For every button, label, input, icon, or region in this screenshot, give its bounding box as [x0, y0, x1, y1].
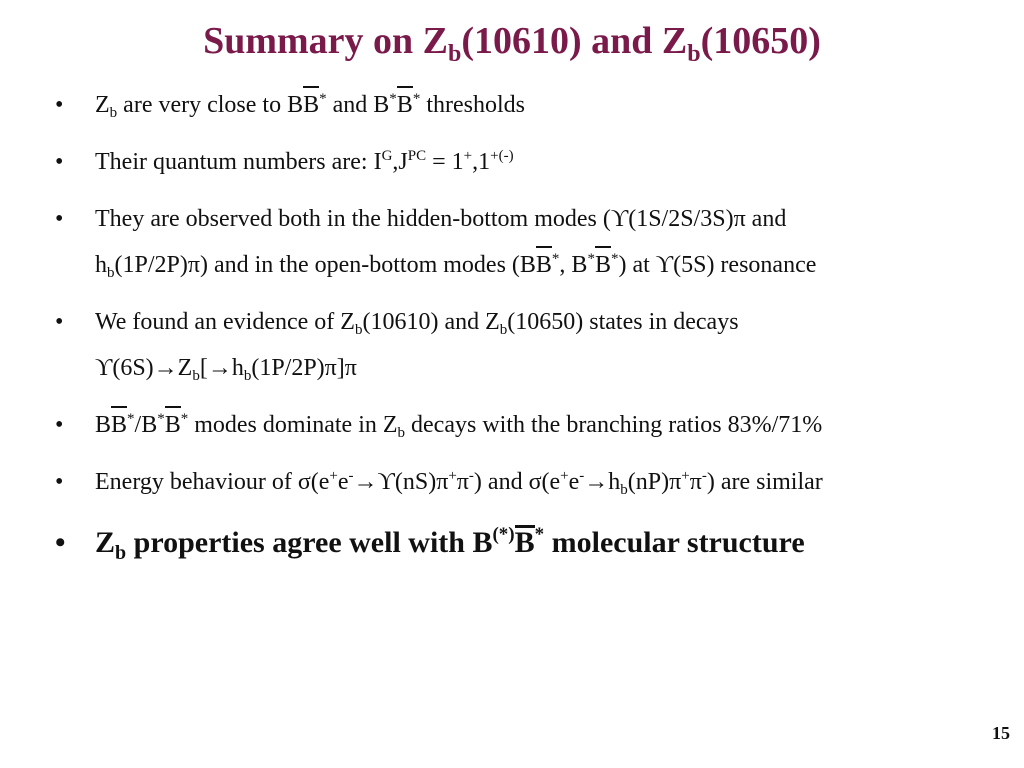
- bullet-text: They are observed both in the hidden-bottom modes (ϒ(1S/2S/3S)π and $h_b(1P/2P)\pi$) and in the open-bottom modes (BB*, B*B*) at ϒ(5S) resonance: [95, 196, 1005, 288]
- overline-symbol: B: [397, 82, 413, 128]
- bullet-dot: •: [55, 92, 64, 118]
- bullet-dot: •: [55, 526, 66, 559]
- bullet-dot: •: [55, 206, 64, 232]
- overline-symbol: B: [595, 242, 611, 288]
- bullet-text: Their quantum numbers are: $I^G,J^{PC} = 1^+,1^{+(-)}$: [95, 148, 514, 175]
- title-subscript: b: [447, 41, 462, 67]
- title-text: (10650): [700, 20, 821, 62]
- overline-symbol: B: [165, 402, 181, 448]
- bullet-dot: •: [55, 309, 64, 335]
- bullet-text: Energy behaviour of σ(e+e-→ϒ(nS)π+π-) and $\sigma(e^+e^-\to h_b(nP)\pi^+\pi^-)$ are similar: [95, 468, 823, 498]
- bullet-dot: •: [55, 469, 64, 495]
- bullet-text: We found an evidence of $Z_b(10610)$ and $Z_b(10650)$ states in decays $ϒ(6S)\to Z_b[\to h_b(1P/2P)\pi]\pi$: [95, 309, 739, 384]
- page-number: 15: [992, 723, 1010, 743]
- bullet-text: $Z_b$ are very close to BB* and B*B* thresholds: [95, 82, 1005, 128]
- title-text: Summary on Z: [203, 20, 448, 62]
- overline-symbol: B: [303, 82, 319, 128]
- bullet-dot: •: [55, 149, 64, 175]
- overline-symbol: B: [515, 520, 535, 566]
- title-subscript: b: [687, 41, 701, 67]
- overline-symbol: B: [536, 242, 552, 288]
- title-text: (10610) and Z: [461, 20, 688, 62]
- slide-title: [0, 16, 1024, 66]
- bullet-text: $Z_b$ properties agree well with B(*)B* molecular structure: [95, 520, 1005, 566]
- overline-symbol: B: [111, 402, 127, 448]
- bullet-dot: •: [55, 412, 64, 438]
- bullet-text: BB*/B*B* modes dominate in $Z_b$ decays with the branching ratios 83%/71%: [95, 402, 1005, 448]
